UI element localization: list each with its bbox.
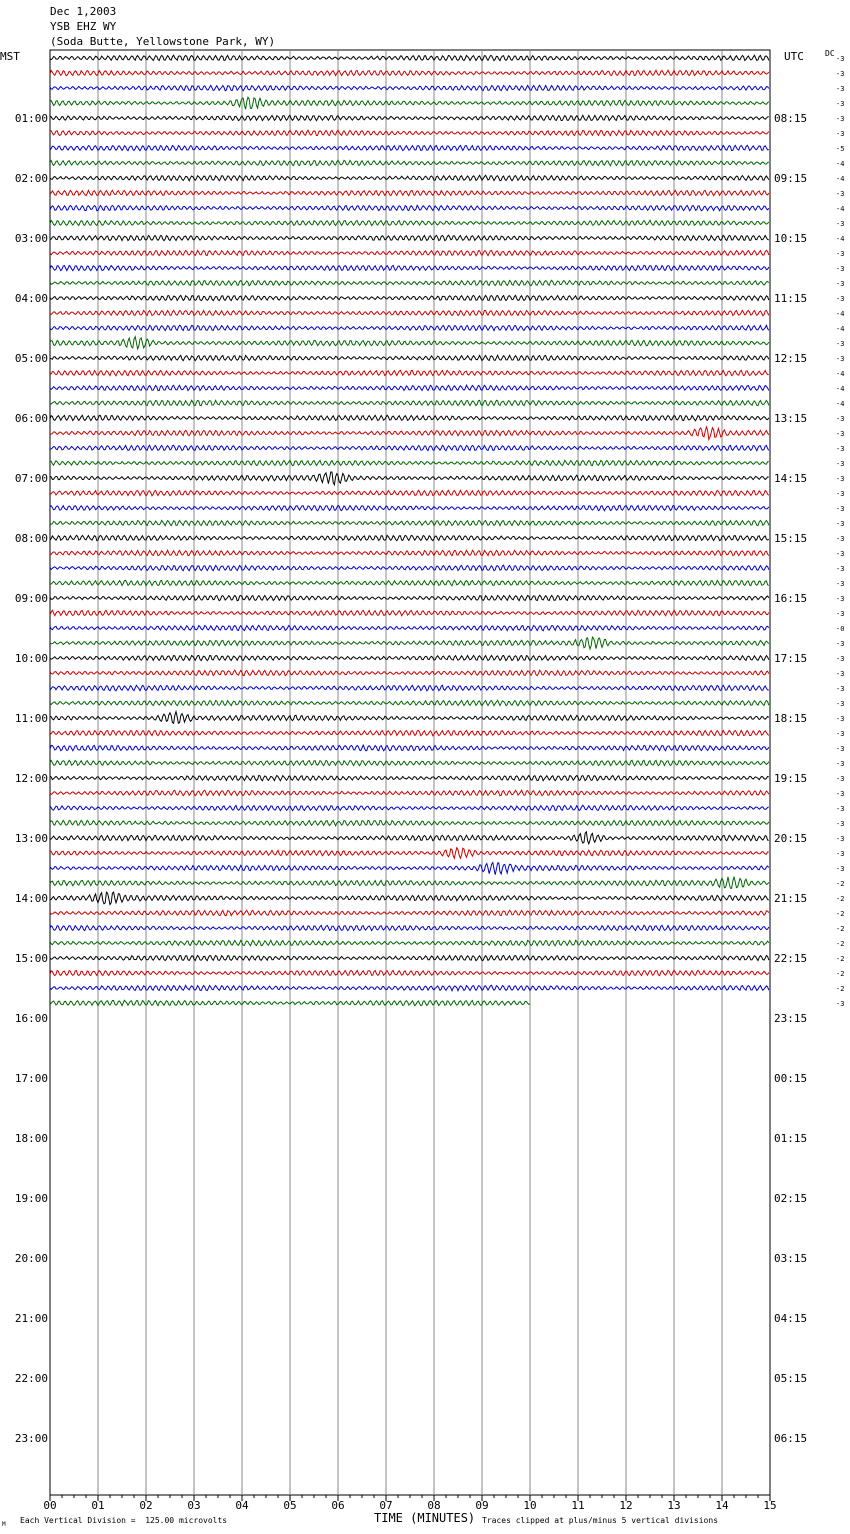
trace-line [50, 910, 769, 915]
trace-line [50, 427, 769, 440]
trace-line [50, 877, 769, 889]
trace-line [50, 956, 769, 961]
corner-mark: M [2, 1521, 6, 1528]
x-tick-label: 07 [379, 1499, 393, 1512]
dc-label: DC [825, 49, 835, 58]
utc-hour-label: 04:15 [774, 1312, 808, 1325]
trace-line [50, 235, 769, 241]
dc-offset-label: -3 [836, 850, 845, 858]
mst-hour-label: 12:00 [14, 772, 48, 785]
dc-offset-label: -3 [836, 460, 845, 468]
mst-hour-label: 16:00 [14, 1012, 48, 1025]
trace-line [50, 892, 769, 905]
dc-offset-label: -3 [836, 685, 845, 693]
dc-offset-label: -3 [836, 85, 845, 93]
utc-hour-label: 12:15 [774, 352, 808, 365]
mst-hour-label: 01:00 [14, 112, 48, 125]
trace-line [50, 445, 769, 451]
trace-line [50, 985, 769, 990]
mst-hour-label: 04:00 [14, 292, 48, 305]
x-tick-label: 10 [523, 1499, 537, 1512]
dc-offset-label: -3 [836, 115, 845, 123]
mst-hour-label: 23:00 [14, 1432, 48, 1445]
dc-offset-label: -3 [836, 250, 845, 258]
trace-line [50, 250, 769, 255]
dc-offset-label: -3 [836, 550, 845, 558]
mst-hour-label: 19:00 [14, 1192, 48, 1205]
trace-line [50, 97, 769, 109]
dc-offset-label: -3 [836, 475, 845, 483]
trace-line [50, 637, 769, 649]
x-tick-label: 13 [667, 1499, 681, 1512]
dc-offset-label: -3 [836, 70, 845, 78]
utc-hour-label: 16:15 [774, 592, 808, 605]
dc-offset-label: -2 [836, 925, 845, 933]
plot-date: Dec 1,2003 [50, 5, 117, 18]
dc-offset-label: -3 [836, 505, 845, 513]
trace-line [50, 145, 769, 150]
trace-line [50, 925, 769, 930]
trace-line [50, 760, 769, 765]
dc-offset-label: -3 [836, 640, 845, 648]
dc-offset-label: -3 [836, 670, 845, 678]
trace-line [50, 685, 769, 691]
dc-offset-label: -3 [836, 775, 845, 783]
dc-offset-label: -3 [836, 535, 845, 543]
utc-hour-label: 00:15 [774, 1072, 808, 1085]
x-axis-title: TIME (MINUTES) [374, 1511, 476, 1525]
trace-line [50, 472, 769, 485]
x-tick-label: 06 [331, 1499, 345, 1512]
trace-line [50, 580, 769, 585]
trace-line [50, 175, 769, 181]
utc-hour-label: 19:15 [774, 772, 808, 785]
mst-hour-label: 18:00 [14, 1132, 48, 1145]
trace-line [50, 265, 769, 270]
dc-offset-label: -3 [836, 415, 845, 423]
trace-line [50, 490, 769, 496]
trace-line [50, 415, 769, 420]
x-tick-label: 09 [475, 1499, 489, 1512]
utc-hour-label: 22:15 [774, 952, 808, 965]
trace-line [50, 863, 769, 875]
x-tick-label: 05 [283, 1499, 297, 1512]
dc-offset-label: -4 [836, 160, 845, 168]
mst-hour-label: 10:00 [14, 652, 48, 665]
trace-line [50, 220, 769, 225]
dc-offset-label: -3 [836, 745, 845, 753]
dc-offset-label: -2 [836, 880, 845, 888]
mst-hour-label: 05:00 [14, 352, 48, 365]
dc-offset-label: -3 [836, 595, 845, 603]
mst-hour-label: 17:00 [14, 1072, 48, 1085]
dc-offset-label: -2 [836, 910, 845, 918]
trace-line [50, 115, 769, 120]
trace-line [50, 712, 769, 724]
dc-offset-label: -4 [836, 370, 845, 378]
mst-hour-label: 06:00 [14, 412, 48, 425]
dc-offset-label: -3 [836, 280, 845, 288]
trace-line [50, 190, 769, 195]
trace-line [50, 656, 769, 661]
trace-line [50, 325, 769, 330]
utc-hour-label: 02:15 [774, 1192, 808, 1205]
x-tick-label: 04 [235, 1499, 249, 1512]
dc-offset-label: -3 [836, 430, 845, 438]
dc-offset-label: -3 [836, 295, 845, 303]
trace-line [50, 385, 769, 390]
dc-offset-label: -4 [836, 235, 845, 243]
trace-line [50, 730, 769, 735]
trace-line [50, 832, 769, 844]
trace-line [50, 535, 769, 540]
dc-offset-label: -4 [836, 310, 845, 318]
utc-hour-label: 15:15 [774, 532, 808, 545]
mst-hour-label: 08:00 [14, 532, 48, 545]
utc-hour-label: 06:15 [774, 1432, 808, 1445]
trace-line [50, 625, 769, 630]
x-tick-label: 02 [139, 1499, 153, 1512]
station-location: (Soda Butte, Yellowstone Park, WY) [50, 35, 276, 48]
dc-offset-label: -3 [836, 355, 845, 363]
mst-hour-label: 14:00 [14, 892, 48, 905]
dc-offset-label: -4 [836, 385, 845, 393]
mst-hour-label: 11:00 [14, 712, 48, 725]
utc-hour-label: 23:15 [774, 1012, 808, 1025]
dc-offset-label: -3 [836, 655, 845, 663]
trace-line [50, 595, 769, 601]
trace-line [50, 85, 769, 90]
trace-line [50, 205, 769, 211]
mst-hour-label: 13:00 [14, 832, 48, 845]
trace-line [50, 940, 769, 945]
utc-hour-label: 05:15 [774, 1372, 808, 1385]
x-tick-label: 11 [571, 1499, 585, 1512]
mst-hour-label: 03:00 [14, 232, 48, 245]
trace-line [50, 355, 769, 360]
dc-offset-label: -3 [836, 835, 845, 843]
dc-offset-label: -3 [836, 700, 845, 708]
dc-offset-label: -3 [836, 730, 845, 738]
dc-offset-label: -4 [836, 325, 845, 333]
mst-hour-label: 09:00 [14, 592, 48, 605]
trace-line [50, 550, 769, 556]
dc-offset-label: -2 [836, 895, 845, 903]
dc-offset-label: -4 [836, 175, 845, 183]
trace-line [50, 848, 769, 859]
utc-hour-label: 08:15 [774, 112, 808, 125]
mst-hour-label: 02:00 [14, 172, 48, 185]
dc-offset-label: -3 [836, 760, 845, 768]
dc-offset-label: -3 [836, 820, 845, 828]
dc-offset-label: -2 [836, 955, 845, 963]
utc-hour-label: 01:15 [774, 1132, 808, 1145]
x-tick-label: 08 [427, 1499, 441, 1512]
x-tick-label: 15 [763, 1499, 777, 1512]
mst-hour-label: 22:00 [14, 1372, 48, 1385]
trace-line [50, 805, 769, 810]
clip-note: Traces clipped at plus/minus 5 vertical divisions [482, 1516, 719, 1525]
trace-line [50, 310, 769, 315]
trace-line [50, 400, 769, 405]
x-tick-label: 01 [91, 1499, 105, 1512]
trace-line [50, 370, 769, 376]
dc-offset-label: -3 [836, 265, 845, 273]
x-tick-label: 00 [43, 1499, 57, 1512]
utc-hour-label: 20:15 [774, 832, 808, 845]
dc-offset-label: -3 [836, 865, 845, 873]
utc-hour-label: 13:15 [774, 412, 808, 425]
trace-line [50, 775, 769, 780]
trace-line [50, 55, 769, 61]
dc-offset-label: -3 [836, 610, 845, 618]
utc-hour-label: 17:15 [774, 652, 808, 665]
dc-offset-label: -3 [836, 715, 845, 723]
dc-offset-label: -3 [836, 55, 845, 63]
x-tick-label: 12 [619, 1499, 633, 1512]
mst-hour-label: 21:00 [14, 1312, 48, 1325]
dc-offset-label: -3 [836, 220, 845, 228]
mst-axis-label: MST [0, 50, 20, 63]
utc-hour-label: 09:15 [774, 172, 808, 185]
trace-line [50, 745, 769, 751]
dc-offset-label: -3 [836, 580, 845, 588]
dc-offset-label: -2 [836, 940, 845, 948]
dc-offset-label: -3 [836, 100, 845, 108]
trace-line [50, 820, 769, 825]
utc-hour-label: 11:15 [774, 292, 808, 305]
x-tick-label: 14 [715, 1499, 729, 1512]
trace-line [50, 670, 769, 676]
dc-offset-label: -0 [836, 625, 845, 633]
dc-offset-label: -3 [836, 1000, 845, 1008]
trace-line [50, 505, 769, 510]
utc-axis-label: UTC [784, 50, 804, 63]
utc-hour-label: 18:15 [774, 712, 808, 725]
dc-offset-label: -3 [836, 340, 845, 348]
dc-offset-label: -3 [836, 565, 845, 573]
trace-line [50, 70, 769, 75]
dc-offset-label: -2 [836, 970, 845, 978]
dc-offset-label: -3 [836, 445, 845, 453]
trace-line [50, 295, 769, 300]
utc-hour-label: 14:15 [774, 472, 808, 485]
mst-hour-label: 20:00 [14, 1252, 48, 1265]
dc-offset-label: -3 [836, 490, 845, 498]
utc-hour-label: 10:15 [774, 232, 808, 245]
trace-line [50, 337, 769, 349]
dc-offset-label: -3 [836, 520, 845, 528]
trace-line [50, 970, 769, 975]
dc-offset-label: -3 [836, 130, 845, 138]
dc-offset-label: -3 [836, 805, 845, 813]
x-tick-label: 03 [187, 1499, 201, 1512]
scale-note: Each Vertical Division = 125.00 microvolts [20, 1516, 228, 1525]
trace-line [50, 280, 769, 285]
trace-line [50, 460, 769, 465]
mst-hour-label: 15:00 [14, 952, 48, 965]
trace-line [50, 130, 769, 135]
dc-offset-label: -4 [836, 400, 845, 408]
trace-line [50, 790, 769, 795]
mst-hour-label: 07:00 [14, 472, 48, 485]
dc-offset-label: -3 [836, 790, 845, 798]
dc-offset-label: -4 [836, 205, 845, 213]
dc-offset-label: -3 [836, 190, 845, 198]
utc-hour-label: 21:15 [774, 892, 808, 905]
trace-line [50, 160, 769, 165]
trace-line [50, 700, 769, 705]
trace-line [50, 520, 769, 525]
dc-offset-label: -2 [836, 985, 845, 993]
trace-line [50, 610, 769, 615]
station-code: YSB EHZ WY [50, 20, 117, 33]
trace-line [50, 565, 769, 571]
dc-offset-label: -5 [836, 145, 845, 153]
utc-hour-label: 03:15 [774, 1252, 808, 1265]
